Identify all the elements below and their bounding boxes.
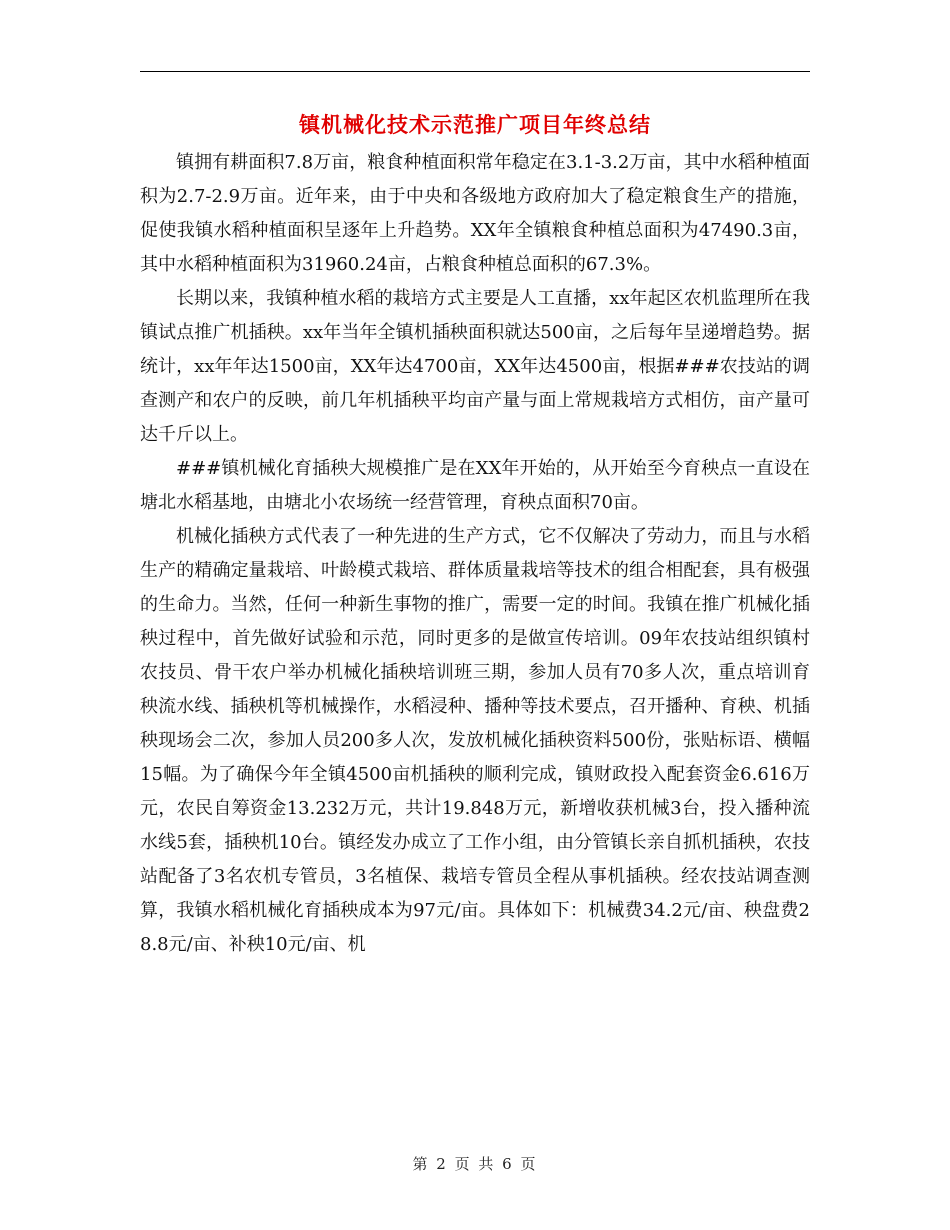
page-number-footer: 第 2 页 共 6 页 bbox=[412, 1155, 538, 1173]
document-title: 镇机械化技术示范推广项目年终总结 bbox=[299, 112, 651, 137]
document-body bbox=[140, 146, 810, 962]
paragraph-2: 长期以来，我镇种植水稻的栽培方式主要是人工直播，xx年起区农机监理所在我镇试点推广机插秧。xx年当年全镇机插秧面积就达500亩，之后每年呈递增趋势。据统计，xx年年达1500亩，XX年达4700亩，XX年达4500亩，根据###农技站的调查测产和农户的反映，前几年机插秧平均亩产量与面上常规栽培方式相仿，亩产量可达千斤以上。 bbox=[140, 288, 810, 445]
paragraph-3: ###镇机械化育插秧大规模推广是在XX年开始的，从开始至今育秧点一直设在塘北水稻基地，由塘北小农场统一经营管理，育秧点面积70亩。 bbox=[140, 458, 810, 513]
paragraph-4: 机械化插秧方式代表了一种先进的生产方式，它不仅解决了劳动力，而且与水稻生产的精确定量栽培、叶龄模式栽培、群体质量栽培等技术的组合相配套，具有极强的生命力。当然，任何一种新生事物的推广，需要一定的时间。我镇在推广机械化插秧过程中，首先做好试验和示范，同时更多的是做宣传培训。09年农技站组织镇村农技员、骨干农户举办机械化插秧培训班三期，参加人员有70多人次，重点培训育秧流水线、插秧机等机械操作，水稻浸种、播种等技术要点，召开播种、育秧、机插秧现场会二次，参加人员200多人次，发放机械化插秧资料500份，张贴标语、横幅15幅。为了确保今年全镇4500亩机插秧的顺利完成，镇财政投入配套资金6.616万元，农民自筹资金13.232万元，共计19.848万元，新增收获机械3台，投入播种流水线5套，插秧机10台。镇经发办成立了工作小组，由分管镇长亲自抓机插秧，农技站配备了3名农机专管员，3名植保、栽培专管员全程从事机插秧。经农技站调查测算，我镇水稻机械化育插秧成本为97元/亩。具体如下：机械费34.2元/亩、秧盘费28.8元/亩、补秧10元/亩、机 bbox=[140, 526, 810, 955]
header-rule bbox=[140, 71, 810, 72]
paragraph-1: 镇拥有耕面积7.8万亩，粮食种植面积常年稳定在3.1-3.2万亩，其中水稻种植面积为2.7-2.9万亩。近年来，由于中央和各级地方政府加大了稳定粮食生产的措施，促使我镇水稻种植面积呈逐年上升趋势。XX年全镇粮食种植总面积为47490.3亩，其中水稻种植面积为31960.24亩，占粮食种植总面积的67.3%。 bbox=[140, 152, 810, 275]
